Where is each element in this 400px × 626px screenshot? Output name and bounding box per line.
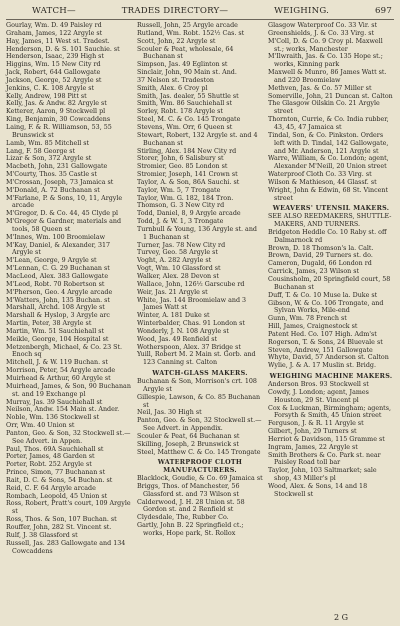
- directory-entry: Duff, T. & Co. 10 Muse la. Duke st: [268, 291, 378, 299]
- directory-entry: Taylor, John, 103 Saltmarket; sale shop, 43 Miller's pl: [268, 467, 377, 483]
- directory-entry: Wotherspoon, Alex. 37 Bridge st: [137, 343, 241, 351]
- directory-entry: Cousinsholm, 20 Springfield court, 58 Buchanan st: [268, 276, 391, 291]
- directory-entry: Bridgeton Heddle Co. 10 Raby st. off Dalmarnock rd: [268, 228, 387, 244]
- directory-entry: Cameron, Dugald, 66 London rd: [268, 260, 372, 268]
- directory-entry: Porter, Robt. 252 Argyle st: [6, 461, 92, 469]
- directory-entry: Paul, Thos. 69A Sauchiehall st: [6, 445, 104, 453]
- directory-entry: Scott, John, 22 Argyle st: [137, 37, 216, 45]
- directory-entry: Gunn, Wm. 78 French st: [268, 315, 347, 323]
- directory-entry: Greenshields, J. & Co. 33 Virg. st: [268, 29, 375, 37]
- directory-entry: Panton, Geo. & Son, 32 Stockwell st.—See Advert. in Appen.: [6, 429, 131, 445]
- header-right: WEIGHING.: [274, 6, 330, 16]
- directory-entry: M'Crossan, Joseph, 73 Jamaica st: [6, 178, 114, 186]
- directory-entry: Waterproof Cloth Co. 33 Virg. st: [268, 171, 372, 179]
- directory-entry: M'Kay, Daniel, & Alexander, 317 Argyle st: [6, 241, 111, 257]
- directory-entry: Rouffer, John, 282 St. Vincent st.: [6, 524, 112, 531]
- directory-entry: M'Innes, Wm. 100 Broomielaw: [6, 233, 106, 241]
- directory-entry: Turner, Jas. 78 New City rd: [137, 241, 226, 249]
- directory-entry: Todd, Daniel, 8, 9 Argyle arcade: [137, 210, 241, 218]
- directory-entry: Thornton, Currie, & Co. India rubber, 43, 45, 47 Jamaica st: [268, 116, 389, 131]
- directory-entry: Smith, Wm. 86 Sauchiehall st: [137, 100, 233, 108]
- directory-entry: Calderwood, J. H. 28 Union st. 58 Gordon st. and 2 Renfield st: [137, 498, 245, 514]
- directory-entry: Russell, John, 25 Argyle arcade: [137, 22, 238, 29]
- directory-entry: Steven, Andrew, 151 Gallowgate: [268, 346, 373, 354]
- directory-entry: Hill, James, Craignestock st: [268, 323, 358, 331]
- directory-entry: Neil, Jas. 30 High st: [137, 409, 202, 417]
- directory-entry: Wallace, John, 126½ Garscube rd: [137, 280, 245, 288]
- directory-entry: Metzenbergh, Michael, & Co. 23 St. Enoch sq: [6, 343, 123, 359]
- directory-entry: Henderson, D. & S. 101 Sauchie. st: [6, 45, 120, 53]
- directory-entry: Marshall & Hyslop, 3 Argyle arc: [6, 312, 110, 320]
- directory-entry: Gourlay, Wm. D. 49 Paisley rd: [6, 22, 102, 29]
- directory-entry: Sinclair, John, 90 Main st. And.: [137, 69, 237, 77]
- page-header: [6, 6, 394, 20]
- directory-entry: M'Donald, A. 72 Buchanan st: [6, 186, 100, 194]
- directory-entry: Herriot & Davidson, 115 Gramme st: [268, 435, 385, 443]
- directory-entry: Smith Brothers & Co. Park st. near Paisley Road toll bar: [268, 451, 381, 467]
- directory-entry: M'Courty, Thos. 35 Castle st: [6, 171, 97, 179]
- directory-entry: Steel, Matthew C. & Co. 145 Trongate: [137, 448, 261, 456]
- directory-entry: Taylor, A. & Son, 86A Sauchi. st: [137, 178, 240, 186]
- directory-entry: Laing, F. & R. Williamson, 53, 55 Brunswick st: [6, 123, 112, 139]
- directory-entry: Rulf, J. 38 Glassford st: [6, 531, 78, 539]
- directory-entry: 37 Nelson st. Tradeston: [137, 76, 215, 84]
- directory-entry: Cox & Luckman, Birmingham; agents, Forsyth & Smith, 45 Union street: [268, 404, 391, 420]
- directory-entry: Weir, Jas. 21 Argyle st: [137, 288, 208, 296]
- directory-entry: Ross, Thos. & Son, 107 Buchan. st: [6, 516, 117, 524]
- directory-entry: Cowdy, J. London; agent, James Houston, 29 St. Vincent pl: [268, 388, 369, 404]
- directory-entry: Jackson, George, 52 Argyle st: [6, 76, 102, 84]
- directory-entry: Higgins, Wm. 15 New City rd: [6, 61, 101, 69]
- directory-entry: Lamb, Wm. 85 Mitchell st: [6, 139, 90, 147]
- directory-entry: Glasgow Waterproof Co. 33 Vir. st: [268, 22, 377, 29]
- directory-entry: Wilson & Mathieson, 44 Glassf. st: [268, 178, 377, 186]
- directory-entry: Patent Hed. Co. 107 High. Adm'st: [268, 330, 377, 338]
- directory-entry: Rogerson, T. & Sons, 24 Bluevale st: [268, 338, 383, 346]
- header-center: TRADES DIRECTORY—: [121, 6, 229, 16]
- directory-entry: Ferguson, J. & R. 11 Argyle st: [268, 420, 364, 428]
- page-number: 697: [374, 6, 392, 16]
- directory-entry: Orr, Wm. 40 Union st: [6, 422, 75, 430]
- directory-entry: Winterbalder, Chas. 91 London st: [137, 320, 245, 328]
- directory-entry: M'Gregor, D. & Co. 44, 45 Clyde pl: [6, 210, 119, 218]
- column-3: [268, 22, 394, 555]
- directory-entry: Russell, Jas. 283 Gallowgate and 134 Cowcaddens: [6, 539, 126, 555]
- columns: [6, 22, 394, 555]
- directory-entry: Todd, J. & W. 1, 3 Trongate: [137, 218, 224, 226]
- directory-entry: Gartly, John B. 22 Springfield ct.; works, Hope park, St. Rollox: [137, 522, 244, 537]
- directory-entry: Thomson, G. 3 New City rd: [137, 202, 225, 210]
- directory-entry: Skilling, Joseph, 2 Brunswick st: [137, 440, 239, 448]
- directory-entry: White, Jas. 144 Broomielaw and 3 James Watt st: [137, 296, 247, 312]
- directory-entry: Carrick, James, 23 Wilson st: [268, 268, 360, 276]
- directory-entry: The Glasgow Oilskin Co. 21 Argyle street: [268, 100, 380, 116]
- directory-entry: Muirhead & Arthur, 60 Argyle st: [6, 374, 111, 382]
- directory-entry: Kelly, Jas. & Andw. 82 Argyle st: [6, 100, 107, 108]
- section-heading: WEIGHING MACHINE MAKERS.: [269, 373, 393, 381]
- column-1: [6, 22, 132, 555]
- directory-entry: Smith, Alex. 6 Croy pl: [137, 84, 208, 92]
- directory-entry: Scouler & Peat, wholesale, 64 Buchanan st: [137, 45, 234, 61]
- directory-entry: Rombach, Leopold, 45 Union st: [6, 492, 108, 500]
- directory-entry: Noble, Wm. 136 Stockwell st: [6, 414, 100, 422]
- directory-entry: Marshall, Archd. 108 Argyle st: [6, 304, 105, 312]
- directory-entry: Stewart, Robert, 132 Argyle st. and 4 Buchanan st: [137, 131, 258, 147]
- directory-entry: Anderson Bros. 93 Stockwell st: [268, 380, 369, 388]
- directory-entry: Clydesdale, The, Rubber Co.: [137, 514, 229, 522]
- directory-entry: Rutland, Wm. Robt. 152½ Cas. st: [137, 29, 245, 37]
- directory-entry: Blacklock, Goudie, & Co. 69 Jamaica st: [137, 475, 263, 483]
- directory-entry: Jack, Robert, 644 Gallowgate: [6, 69, 101, 77]
- directory-entry: Wright, John & Edwin, 68 St. Vincent street: [268, 186, 389, 202]
- directory-entry: Hay, James, 11 West st. Tradest.: [6, 37, 110, 45]
- directory-entry: Muirhead, James, & Son, 90 Buchanan st. and 19 Exchange pl: [6, 382, 131, 398]
- directory-entry: Stirling, Alex. 184 New City rd: [137, 147, 237, 155]
- directory-entry: Porter, James, 48 Garden st: [6, 453, 95, 461]
- directory-entry: Martin, Peter, 38 Argyle st: [6, 320, 92, 328]
- directory-entry: Sorley, Robt. 178 Argyle st: [137, 108, 223, 116]
- directory-entry: Rait, D. C. & Sons, 54 Buchan. st: [6, 476, 113, 484]
- directory-entry: M'Farlane, P. & Sons, 10, 11, Argyle arcade: [6, 194, 123, 210]
- directory-entry: Maxwell & Munro, 86 James Watt st. and 220 Broomielaw: [268, 69, 387, 84]
- directory-entry: Gillespie, Lawson, & Co. 85 Buchanan st: [137, 393, 261, 409]
- directory-entry: Buchanan & Son, Morrison's crt. 108 Argyle st: [137, 377, 257, 393]
- directory-entry: Somerville, John, 21 Duncan st. Calton: [268, 92, 393, 100]
- directory-entry: Graham, James, 122 Argyle st: [6, 29, 103, 37]
- directory-entry: Tindal, Son, & Co. Pinkston. Orders left with D. Tindal, 142 Gallowgate, and Mr. Anderson, 121 Argyle st: [268, 131, 389, 155]
- directory-entry: Ketterer, Aaron, 9 Stockwell pl: [6, 108, 106, 116]
- directory-entry: Wylie, J. & A. 17 Muslin st. Bridg.: [268, 362, 376, 370]
- directory-entry: Vogt, Wm. 10 Glassford st: [137, 265, 221, 273]
- directory-entry: M'Leod, Robt. 70 Robertson st: [6, 280, 105, 288]
- section-heading: WEAVERS' UTENSIL MAKERS.: [272, 205, 390, 213]
- directory-entry: Murray, Jas. 39 Sauchiehall st: [6, 398, 103, 406]
- header-left: WATCH—: [32, 6, 76, 16]
- directory-entry: M'Coll, D. & Co. 9 Croy pl. Maxwell st.; works, Manchester: [268, 37, 383, 53]
- directory-entry: Turnbull & Young, 136 Argyle st. and 1 Buchanan st: [137, 225, 257, 241]
- directory-entry: M'Gregor & Gardner, materials and tools, 58 Queen st: [6, 218, 122, 233]
- column-2: [137, 22, 263, 555]
- directory-entry: Lang, F. 58 George st: [6, 147, 76, 155]
- directory-entry: SEE ALSO REEDMAKERS, SHUTTLE-MAKERS, AND TURNERS.: [268, 213, 392, 229]
- directory-entry: Reid, C. F. 64 Argyle arcade: [6, 484, 96, 492]
- directory-entry: Meikle, George, 104 Hospital st: [6, 335, 109, 343]
- directory-entry: Methven, Jas. & Co. 57 Miller st: [268, 84, 372, 92]
- directory-entry: MacLeod, Alex. 383 Gallowgate: [6, 273, 109, 280]
- directory-entry: Taylor, Wm. G. 182, 184 Tron.: [137, 194, 234, 202]
- directory-entry: M'Pherson, Geo. 4 Argyle arcade: [6, 288, 113, 296]
- directory-entry: Scouler & Peat, 64 Buchanan st: [137, 432, 240, 440]
- directory-entry: Turvey, Geo. 58 Argyle st: [137, 249, 218, 257]
- section-heading: WATERPROOF CLOTH MANUFACTURERS.: [157, 459, 243, 475]
- directory-entry: Prince, Simon, 77 Buchanan st: [6, 469, 106, 477]
- directory-entry: Stromier, Geo. 85 London st: [137, 163, 228, 171]
- directory-entry: King, Benjamin, 30 Cowcaddens: [6, 116, 111, 124]
- directory-entry: Kelly, Andrew, 198 Pitt st: [6, 92, 87, 100]
- directory-entry: Yuill, Robert M. 2 Main st. Gorb. and 123 Canning st. Calton: [137, 351, 256, 367]
- directory-entry: Stromier, Joseph, 141 Crown st: [137, 171, 238, 179]
- directory-entry: Storer, John, 6 Salisbury st: [137, 155, 224, 163]
- signature-mark: 2 G: [333, 613, 348, 622]
- directory-entry: M'Lennan, C. G. 29 Buchanan st: [6, 265, 110, 273]
- directory-entry: Brown, David, 29 Turners st. do.: [268, 252, 373, 260]
- section-heading: WATCH-GLASS MAKERS.: [152, 370, 248, 378]
- directory-entry: Steel, M. C. & Co. 145 Trongate: [137, 116, 241, 124]
- directory-entry: Lizar & Son, 372 Argyle st: [6, 155, 92, 163]
- directory-entry: Smith, Jas. dealer, 55 Shuttle st: [137, 92, 239, 100]
- directory-entry: Henderson, Isaac, 239 High st: [6, 53, 104, 61]
- directory-entry: Wood, Alex. & Sons, 14 and 18 Stockwell st: [268, 482, 368, 498]
- directory-entry: Simpson, Jas. 49 Eglinton st: [137, 61, 228, 69]
- directory-entry: Briggs, Thos. of Manchester, 56 Glassford st. and 73 Wilson st: [137, 482, 240, 498]
- directory-entry: Winter, A. 181 Duke st: [137, 312, 210, 320]
- directory-entry: M'Watters, John, 135 Buchan. st: [6, 296, 110, 304]
- directory-entry: Mitchell, J. & W. 119 Buchan. st: [6, 359, 108, 367]
- directory-entry: Morrison, Peter, 54 Argyle arcade: [6, 367, 116, 375]
- directory-entry: Neilson, Andw. 154 Main st. Ander.: [6, 406, 120, 414]
- directory-entry: Macbeth, John, 231 Gallowgate: [6, 163, 108, 171]
- directory-entry: Wood, Jas. 49 Renfield st: [137, 335, 218, 343]
- directory-entry: Taylor, Wm. 5, 7 Trongate: [137, 186, 221, 194]
- directory-entry: Jenkins, C. K. 108 Argyle st: [6, 84, 95, 92]
- directory-entry: M'Ilwraith, Jas. & Co. 135 Hope st.; works, Kinning park: [268, 53, 383, 69]
- directory-entry: Gilbert, John, 29 Turners st: [268, 428, 357, 436]
- directory-entry: Voght, A. 282 Argyle st: [137, 257, 212, 265]
- directory-entry: Gibson, W. & Co. 106 Trongate, and Sylvan Works, Mile-end: [268, 299, 384, 315]
- directory-entry: Wonderly, J. N. 108 Argyle st: [137, 327, 229, 335]
- directory-entry: Ross, Robert, Pratt's court, 109 Argyle st: [6, 500, 131, 516]
- directory-entry: Martin, Wm. 51 Sauchiehall st: [6, 327, 105, 335]
- directory-entry: Warre, William, & Co. London; agent, Alexander M'Neill, 20 Union street: [268, 155, 389, 171]
- directory-entry: Stevens, Wm. Orr, 6 Queen st: [137, 123, 233, 131]
- directory-entry: Whyte, David, 57 Anderson st. Calton: [268, 354, 389, 362]
- directory-entry: Panton, Geo. & Son, 32 Stockwell st.—See Advert. in Appendix.: [137, 417, 262, 433]
- directory-entry: Walker, Alex. 28 Devon st: [137, 273, 219, 280]
- directory-entry: Ingram, James, 22 Argyle st: [268, 443, 358, 451]
- directory-entry: Brown, D. 18 Thomson's la. Calt.: [268, 244, 374, 252]
- directory-entry: M'Lean, George, 9 Argyle st: [6, 257, 97, 265]
